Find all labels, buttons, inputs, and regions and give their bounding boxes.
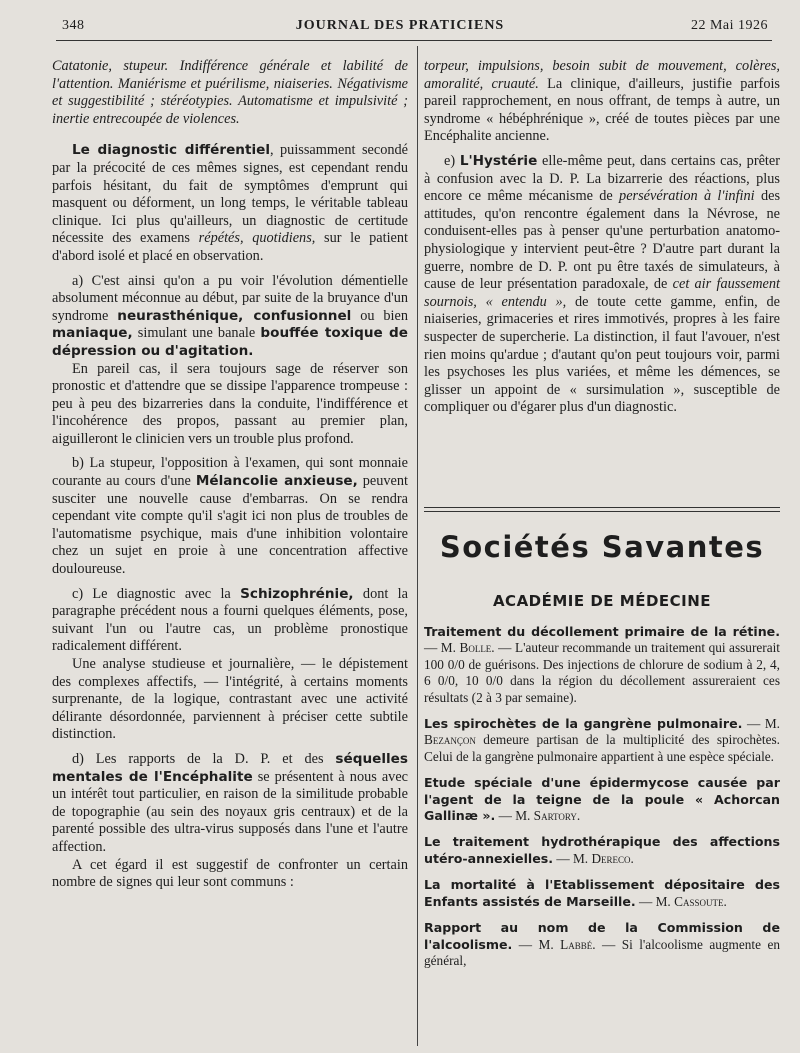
right-column — [424, 58, 780, 417]
paragraph-c: c) Le diagnostic avec la Schizophrénie, dont la paragraphe précédent nous a fourni quelques éléments, pose, suivant l'un ou l'autre cas, un problème pronostique radicalement différent. — [52, 585, 408, 655]
column-divider — [417, 46, 418, 1046]
symptom-list: Catatonie, stupeur. Indifférence générale et labilité de l'attention. Maniérisme et puérilisme, niaiseries. Négativisme et suggestibilité ; stéréotypies. Automatisme et impulsivité ; inertie entrecoupée de violences. — [52, 58, 408, 127]
section-title: Sociétés Savantes — [439, 530, 765, 564]
list-item: La mortalité à l'Etablissement dépositaire des Enfants assistés de Marseille. — M. Cassoute. — [424, 877, 780, 909]
left-column — [52, 58, 408, 892]
paragraph-d: d) Les rapports de la D. P. et des séquelles mentales de l'Encéphalite se présentent à nous avec un intérêt tout particulier, en raison de la similitude probable de topographie (au sein des noyaux gris centraux) et de la parenté possible des ultra-virus supposés dans l'une et l'autre affection. — [52, 750, 409, 855]
diagnostic-paragraph: Le diagnostic différentiel, puissamment secondé par la précocité de ces mêmes signes, est cependant rendu parfois hésitant, du fait de symptômes d'emprunt qui masquent ou déforment, un long temps, le véritable tableau clinique. Ici plus qu'ailleurs, un diagnostic de certitude nécessite des examens répétés, quotidiens, sur le patient d'abord isolé et placé en observation. — [52, 142, 409, 264]
academy-entries — [424, 624, 780, 979]
diagnostic-heading: Le diagnostic différentiel — [72, 142, 270, 159]
list-item: Le traitement hydrothérapique des affections utéro-annexielles. — M. Dereco. — [424, 834, 780, 866]
paragraph-c-continued: Une analyse studieuse et journalière, — le dépistement des complexes affectifs, — l'intégrité, à certains moments surprenante, de la logique, contrastant avec une activité délirante désordonnée, parviennent à préciser cette subtile distinction. — [52, 656, 408, 743]
list-item: Traitement du décollement primaire de la rétine. — M. Bolle. — L'auteur recommande un traitement qui assurerait 100 0/0 de guérisons. Des injections de chlorure de sodium à 2, 4, 6 0/0, 10 0/0 dans la région du décollement assureraient ces résultats (2 à 3 par semaine). — [424, 624, 781, 705]
section-subtitle: ACADÉMIE DE MÉDECINE — [492, 592, 712, 610]
paragraph-d-continued: A cet égard il est suggestif de confronter un certain nombre de signes qui leur sont communs : — [52, 856, 408, 891]
list-item: Les spirochètes de la gangrène pulmonaire. — M. Bezançon demeure partisan de la multiplicité des spirochètes. Celui de la gangrène pulmonaire appartient à une espèce spéciale. — [424, 716, 781, 764]
paragraph-a: a) C'est ainsi qu'on a pu voir l'évolution démentielle absolument méconnue au début, par suite de la bruyance d'un syndrome neurasthénique, confusionnel ou bien maniaque, simulant une banale bouffée toxique de dépression ou d'agitation. — [52, 272, 409, 359]
header-rule — [56, 40, 772, 41]
issue-date: 22 Mai 1926 — [690, 18, 768, 33]
paragraph-continuation: torpeur, impulsions, besoin subit de mouvement, colères, amoralité, cruauté. La clinique, d'ailleurs, justifie parfois pareil rapprochement, en nous offrant, de temps à autre, un syndrome « hébéphrénique », créé de toutes pièces par une Encéphalite ancienne. — [424, 58, 780, 145]
list-item: Etude spéciale d'une épidermycose causée par l'agent de la teigne de la poule « Achorcan Gallinæ ». — M. Sartory. — [424, 775, 780, 824]
page-number: 348 — [62, 18, 85, 33]
journal-title: JOURNAL DES PRATICIENS — [295, 18, 505, 33]
list-item: Rapport au nom de la Commission de l'alcoolisme. — M. Labbé. — Si l'alcoolisme augmente en général, — [424, 920, 780, 968]
paragraph-b: b) La stupeur, l'opposition à l'examen, qui sont monnaie courante au cours d'une Mélancolie anxieuse, peuvent susciter une nouvelle cause d'embarras. On se rendra cependant vite compte qu'il s'agit ici non plus de troubles de l'automatisme psychique, mais d'une inhibition volontaire chez un sujet en proie à une concentration affective douloureuse. — [52, 455, 409, 578]
section-double-rule — [424, 507, 780, 515]
paragraph-e: e) L'Hystérie elle-même peut, dans certains cas, prêter à confusion avec la D. P. La bizarrerie des réactions, plus encore ce même mécanisme de persévération à l'infini des attitudes, qu'on rencontre également dans la Névrose, ne conduisent-elles pas à penser qu'une perturbation anatomo-physiologique y intervient peut-être ? D'autre part durant la guerre, nombre de D. P. ont pu être taxés de simulateurs, à cause de leur présentation paradoxale, de cet air faussement sournois, « entendu », de toute cette gamme, enfin, de niaiseries, grimaceries et rires immotivés, propres à les faire suspecter de supercherie. La distinction, il faut l'avouer, n'est rien moins qu'ardue ; d'autant qu'on peut toujours voir, parmi les psychoses les plus variées, et même les démences, se glisser un appoint de « sursimulation », susceptible de compliquer ou d'égarer plus d'un diagnostic. — [424, 152, 781, 416]
paragraph-a-continued: En pareil cas, il sera toujours sage de réserver son pronostic et d'attendre que se dissipe l'apparence trompeuse : peu à peu des bizarreries dans la conduite, l'indifférence et l'incohérence des propos, passant au premier plan, aiguilleront le clinicien vers un trouble plus profond. — [52, 360, 408, 447]
